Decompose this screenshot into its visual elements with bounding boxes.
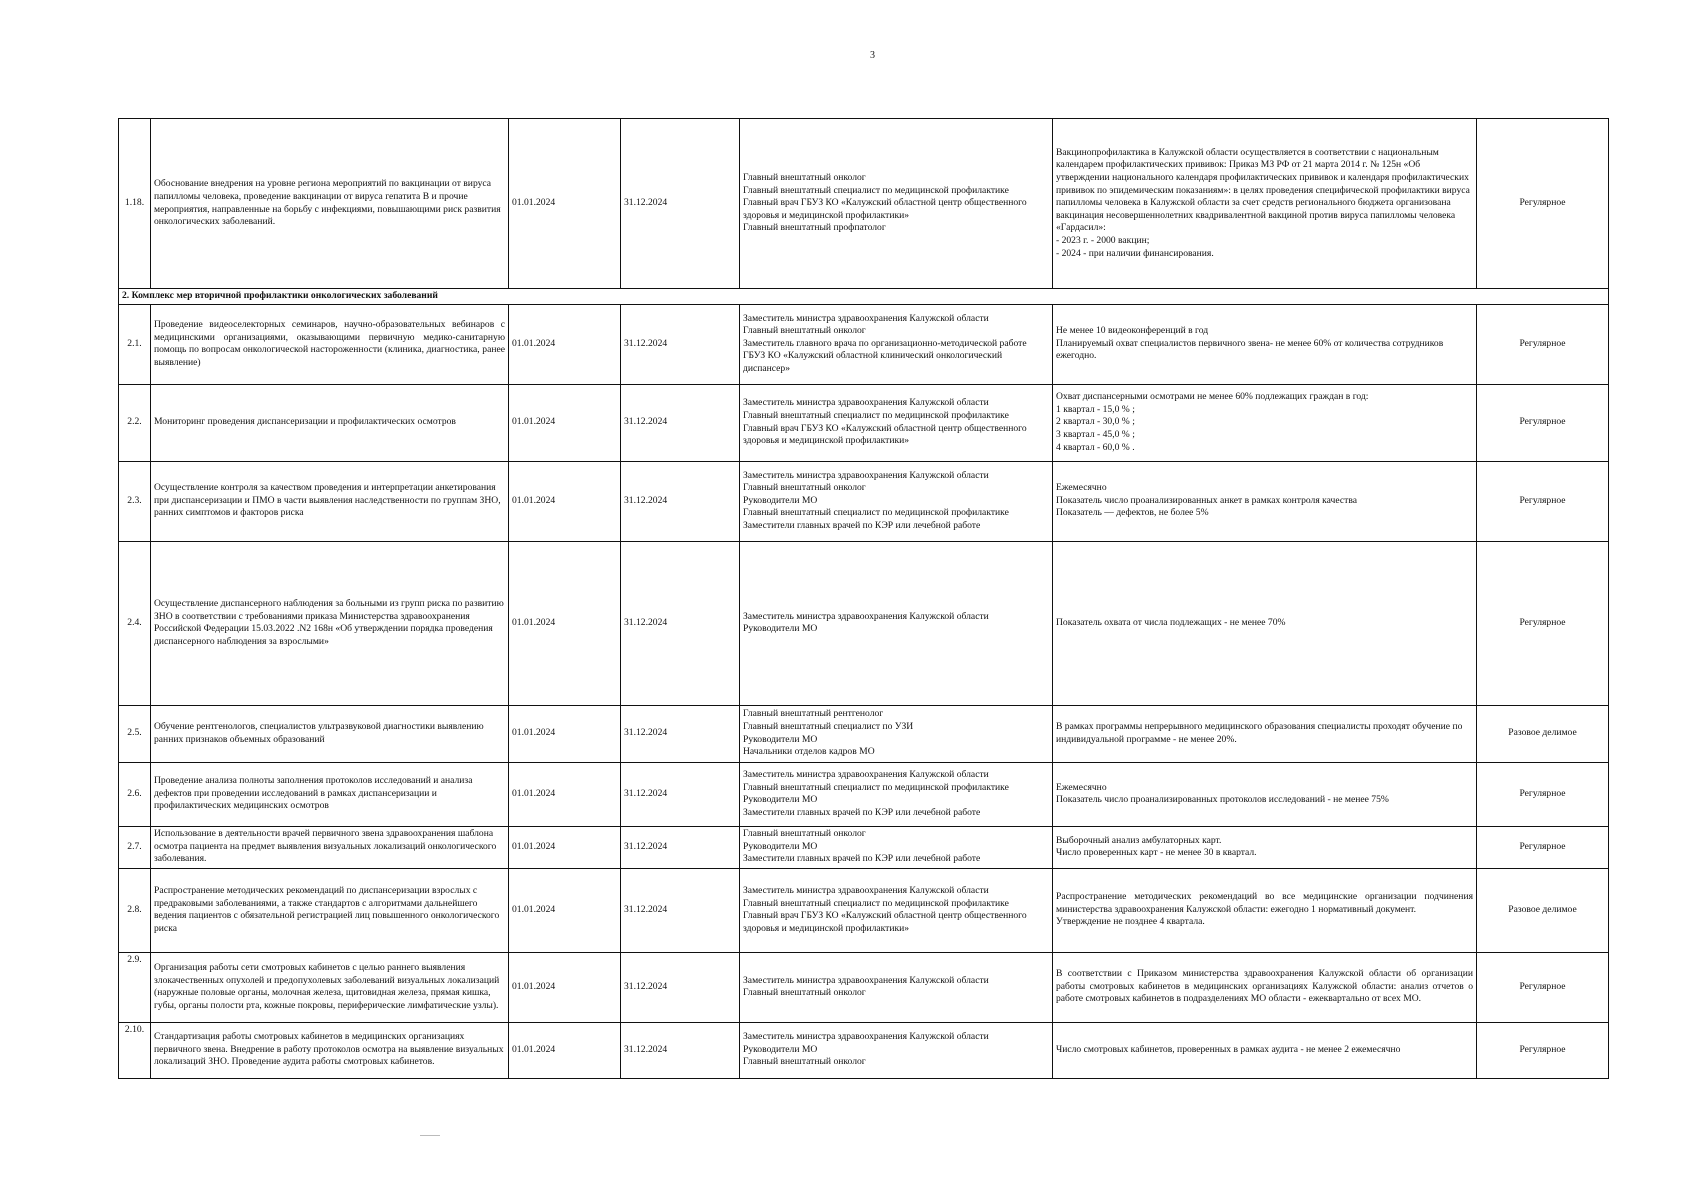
- responsible-line: Руководители МО: [743, 623, 818, 635]
- responsible-line: Руководители МО: [743, 733, 818, 745]
- responsible-line: Руководители МО: [743, 794, 818, 806]
- responsible-line: Заместитель министра здравоохранения Калужской области: [743, 397, 989, 409]
- indicator-line: - 2024 - при наличии финансирования.: [1056, 247, 1214, 259]
- responsible-line: Заместитель министра здравоохранения Калужской области: [743, 768, 989, 780]
- indicator-line: 1 квартал - 15,0 % ;: [1056, 403, 1135, 415]
- scan-mark: [420, 1135, 440, 1136]
- indicator-line: Вакцинопрофилактика в Калужской области осуществляется в соответствии с национальным календарем профилактических прививок: Приказ МЗ РФ от 21 марта 2014 г. № 125н «Об утверждении национального календаря профилактических прививок и календаря профилактических прививок по эпидемическим показаниям»: в целях проведения специфической профилактики вируса папилломы человека в Калужской области за счет средств регионального бюджета организована вакцинация несовершеннолетних квадривалентной вакциной против вируса папилломы человека «Гардасил»:: [1056, 146, 1470, 234]
- responsible-line: Главный внештатный специалист по медицинской профилактике: [743, 897, 1009, 909]
- responsible-line: Заместитель министра здравоохранения Калужской области: [743, 884, 989, 896]
- responsible-line: Главный внештатный специалист по медицинской профилактике: [743, 507, 1009, 519]
- indicator-line: Число смотровых кабинетов, проверенных в рамках аудита - не менее 2 ежемесячно: [1056, 1043, 1401, 1055]
- indicator-line: Ежемесячно: [1056, 482, 1107, 494]
- indicator-cell: [1053, 119, 1477, 289]
- responsible-cell: [740, 952, 1053, 1022]
- indicator-line: Не менее 10 видеоконференций в год: [1056, 325, 1209, 337]
- responsible-cell: [740, 826, 1053, 868]
- responsible-line: Руководители МО: [743, 840, 818, 852]
- end-date: 31.12.2024: [621, 1022, 740, 1078]
- table-row: [119, 461, 1609, 541]
- start-date: 01.01.2024: [509, 384, 621, 461]
- indicator-line: В соответствии с Приказом министерства здравоохранения Калужской области об организации работы смотровых кабинетов в медицинских организациях Калужской области: анализ отчетов о работе смотровых кабинетов в подразделениях МО области - ежеквартально от всех МО.: [1056, 968, 1473, 1005]
- responsible-line: Заместитель министра здравоохранения Калужской области: [743, 974, 989, 986]
- event-cell: Распространение методических рекомендаций по диспансеризации взрослых с предраковыми заболеваниями, а также стандартов с алгоритмами дальнейшего ведения пациентов с обязательной регистрацией лиц повышенного онкологического риска: [151, 868, 509, 952]
- end-date: 31.12.2024: [621, 952, 740, 1022]
- start-date: 01.01.2024: [509, 952, 621, 1022]
- indicator-cell: [1053, 384, 1477, 461]
- indicator-cell: [1053, 304, 1477, 384]
- periodicity-cell: Регулярное: [1477, 541, 1609, 705]
- start-date: 01.01.2024: [509, 1022, 621, 1078]
- table-row: [119, 705, 1609, 762]
- table-row: [119, 541, 1609, 705]
- periodicity-cell: Регулярное: [1477, 1022, 1609, 1078]
- indicator-line: Показатель охвата от числа подлежащих - не менее 70%: [1056, 616, 1286, 628]
- row-number: 2.10.: [119, 1022, 151, 1078]
- end-date: 31.12.2024: [621, 119, 740, 289]
- indicator-line: 2 квартал - 30,0 % ;: [1056, 416, 1135, 428]
- responsible-line: Главный внештатный специалист по медицинской профилактике: [743, 781, 1009, 793]
- row-number: 2.5.: [119, 705, 151, 762]
- responsible-line: Руководители МО: [743, 1043, 818, 1055]
- periodicity-cell: Регулярное: [1477, 826, 1609, 868]
- periodicity-cell: Разовое делимое: [1477, 705, 1609, 762]
- indicator-line: Число проверенных карт - не менее 30 в квартал.: [1056, 847, 1257, 859]
- row-number: 2.9.: [119, 952, 151, 1022]
- start-date: 01.01.2024: [509, 461, 621, 541]
- end-date: 31.12.2024: [621, 304, 740, 384]
- periodicity-cell: Регулярное: [1477, 762, 1609, 826]
- table-row: [119, 762, 1609, 826]
- responsible-line: Главный врач ГБУЗ КО «Калужский областной центр общественного здоровья и медицинской профилактики»: [743, 910, 1027, 934]
- indicator-cell: [1053, 826, 1477, 868]
- indicator-cell: [1053, 461, 1477, 541]
- responsible-line: Главный внештатный онколог: [743, 987, 866, 999]
- end-date: 31.12.2024: [621, 384, 740, 461]
- indicator-line: Выборочный анализ амбулаторных карт.: [1056, 834, 1222, 846]
- event-cell: Мониторинг проведения диспансеризации и профилактических осмотров: [151, 384, 509, 461]
- row-number: 1.18.: [119, 119, 151, 289]
- responsible-line: Главный внештатный онколог: [743, 325, 866, 337]
- end-date: 31.12.2024: [621, 826, 740, 868]
- row-number: 2.2.: [119, 384, 151, 461]
- responsible-cell: [740, 868, 1053, 952]
- table-row: [119, 826, 1609, 868]
- periodicity-cell: Регулярное: [1477, 304, 1609, 384]
- responsible-line: Главный внештатный рентгенолог: [743, 708, 884, 720]
- responsible-line: Главный внештатный онколог: [743, 828, 866, 840]
- action-plan-table: [118, 118, 1609, 1079]
- responsible-line: Главный внештатный профпатолог: [743, 222, 886, 234]
- row-number: 2.6.: [119, 762, 151, 826]
- responsible-line: Заместитель министра здравоохранения Калужской области: [743, 312, 989, 324]
- responsible-line: Главный внештатный онколог: [743, 171, 866, 183]
- responsible-line: Руководители МО: [743, 494, 818, 506]
- event-cell: Стандартизация работы смотровых кабинетов в медицинских организациях первичного звена. Внедрение в работу протоколов осмотра на выявление визуальных локализаций ЗНО. Проведение аудита работы смотровых кабинетов.: [151, 1022, 509, 1078]
- start-date: 01.01.2024: [509, 826, 621, 868]
- start-date: 01.01.2024: [509, 119, 621, 289]
- indicator-line: Показатель число проанализированных протоколов исследований - не менее 75%: [1056, 794, 1389, 806]
- row-number: 2.1.: [119, 304, 151, 384]
- event-cell: Проведение анализа полноты заполнения протоколов исследований и анализа дефектов при проведении исследований в рамках диспансеризации и профилактических медицинских осмотров: [151, 762, 509, 826]
- indicator-line: Показатель — дефектов, не более 5%: [1056, 507, 1209, 519]
- event-cell: Осуществление контроля за качеством проведения и интерпретации анкетирования при диспансеризации и ПМО в части выявления наследственности по группам ЗНО, ранних симптомов и факторов риска: [151, 461, 509, 541]
- responsible-line: Главный внештатный онколог: [743, 482, 866, 494]
- page-number: 3: [870, 50, 875, 61]
- start-date: 01.01.2024: [509, 541, 621, 705]
- row-number: 2.3.: [119, 461, 151, 541]
- responsible-line: Главный врач ГБУЗ КО «Калужский областной центр общественного здоровья и медицинской профилактики»: [743, 197, 1027, 221]
- indicator-line: Распространение методических рекомендаций во все медицинские организации подчинения министерства здравоохранения Калужской области: ежегодно 1 нормативный документ.: [1056, 891, 1473, 915]
- indicator-line: 3 квартал - 45,0 % ;: [1056, 428, 1135, 440]
- start-date: 01.01.2024: [509, 304, 621, 384]
- row-number: 2.8.: [119, 868, 151, 952]
- table-row: [119, 384, 1609, 461]
- section-header-row: [119, 289, 1609, 305]
- indicator-cell: [1053, 762, 1477, 826]
- end-date: 31.12.2024: [621, 541, 740, 705]
- responsible-line: Главный врач ГБУЗ КО «Калужский областной центр общественного здоровья и медицинской профилактики»: [743, 422, 1027, 447]
- periodicity-cell: Регулярное: [1477, 384, 1609, 461]
- indicator-cell: [1053, 541, 1477, 705]
- event-cell: Обоснование внедрения на уровне региона мероприятий по вакцинации от вируса папилломы человека, проведение вакцинации от вируса гепатита В и прочие мероприятия, направленные на борьбу с инфекциями, повышающими риск развития онкологических заболеваний.: [151, 119, 509, 289]
- indicator-line: Планируемый охват специалистов первичного звена- не менее 60% от количества сотрудников ежегодно.: [1056, 337, 1444, 362]
- event-cell: Использование в деятельности врачей первичного звена здравоохранения шаблона осмотра пациента на предмет выявления визуальных локализаций онкологического заболевания.: [151, 826, 509, 868]
- periodicity-cell: Регулярное: [1477, 119, 1609, 289]
- indicator-cell: [1053, 952, 1477, 1022]
- responsible-cell: [740, 541, 1053, 705]
- responsible-line: Главный внештатный специалист по УЗИ: [743, 721, 914, 732]
- indicator-line: Утверждение не позднее 4 квартала.: [1056, 916, 1205, 928]
- table-row: [119, 868, 1609, 952]
- end-date: 31.12.2024: [621, 705, 740, 762]
- end-date: 31.12.2024: [621, 868, 740, 952]
- event-cell: Обучение рентгенологов, специалистов ультразвуковой диагностики выявлению ранних признаков объемных образований: [151, 705, 509, 762]
- responsible-line: Заместитель министра здравоохранения Калужской области: [743, 469, 989, 481]
- event-cell: Проведение видеоселекторных семинаров, научно-образовательных вебинаров с медицинскими организациями, оказывающими первичную медико-санитарную помощь по вопросам онкологической настороженности (клиника, диагностика, ранее выявление): [151, 304, 509, 384]
- responsible-cell: [740, 762, 1053, 826]
- start-date: 01.01.2024: [509, 868, 621, 952]
- indicator-line: Охват диспансерными осмотрами не менее 60% подлежащих граждан в год:: [1056, 391, 1369, 403]
- indicator-line: 4 квартал - 60,0 % .: [1056, 441, 1135, 453]
- section-title: 2. Комплекс мер вторичной профилактики онкологических заболеваний: [119, 289, 1609, 305]
- responsible-line: Начальники отделов кадров МО: [743, 746, 875, 758]
- table-row: [119, 119, 1609, 289]
- periodicity-cell: Регулярное: [1477, 952, 1609, 1022]
- responsible-line: Главный внештатный специалист по медицинской профилактике: [743, 184, 1009, 196]
- end-date: 31.12.2024: [621, 461, 740, 541]
- start-date: 01.01.2024: [509, 762, 621, 826]
- event-cell: Организация работы сети смотровых кабинетов с целью раннего выявления злокачественных опухолей и предопухолевых заболеваний визуальных локализаций (наружные половые органы, молочная железа, щитовидная железа, прямая кишка, губы, органы полости рта, кожные покровы, периферические лимфатические узлы).: [151, 952, 509, 1022]
- responsible-line: Главный внештатный специалист по медицинской профилактике: [743, 410, 1009, 421]
- indicator-line: - 2023 г. - 2000 вакцин;: [1056, 235, 1150, 247]
- responsible-cell: [740, 461, 1053, 541]
- indicator-line: В рамках программы непрерывного медицинского образования специалисты проходят обучение по индивидуальной программе - не менее 20%.: [1056, 721, 1463, 745]
- responsible-cell: [740, 119, 1053, 289]
- responsible-line: Заместители главных врачей по КЭР или лечебной работе: [743, 853, 981, 865]
- periodicity-cell: Разовое делимое: [1477, 868, 1609, 952]
- indicator-line: Ежемесячно: [1056, 781, 1107, 793]
- event-cell: Осуществление диспансерного наблюдения за больными из групп риска по развитию ЗНО в соответствии с требованиями приказа Министерства здравоохранения Российской Федерации 15.03.2022 .N2 168н «Об утверждении порядка проведения диспансерного наблюдения за взрослыми»: [151, 541, 509, 705]
- indicator-line: Показатель число проанализированных анкет в рамках контроля качества: [1056, 494, 1357, 506]
- responsible-line: Заместители главных врачей по КЭР или лечебной работе: [743, 806, 981, 818]
- responsible-line: Заместитель министра здравоохранения Калужской области: [743, 1031, 989, 1043]
- responsible-line: Главный внештатный онколог: [743, 1056, 866, 1068]
- row-number: 2.4.: [119, 541, 151, 705]
- responsible-line: Заместители главных врачей по КЭР или лечебной работе: [743, 520, 981, 532]
- end-date: 31.12.2024: [621, 762, 740, 826]
- periodicity-cell: Регулярное: [1477, 461, 1609, 541]
- table-row: [119, 1022, 1609, 1078]
- table-row: [119, 304, 1609, 384]
- responsible-cell: [740, 384, 1053, 461]
- table-row: [119, 952, 1609, 1022]
- start-date: 01.01.2024: [509, 705, 621, 762]
- indicator-cell: [1053, 1022, 1477, 1078]
- responsible-cell: [740, 705, 1053, 762]
- indicator-cell: [1053, 705, 1477, 762]
- responsible-cell: [740, 304, 1053, 384]
- responsible-line: Заместитель главного врача по организационно-методической работе ГБУЗ КО «Калужский областной клинический онкологический диспансер»: [743, 337, 1027, 375]
- responsible-cell: [740, 1022, 1053, 1078]
- row-number: 2.7.: [119, 826, 151, 868]
- indicator-cell: [1053, 868, 1477, 952]
- responsible-line: Заместитель министра здравоохранения Калужской области: [743, 610, 989, 622]
